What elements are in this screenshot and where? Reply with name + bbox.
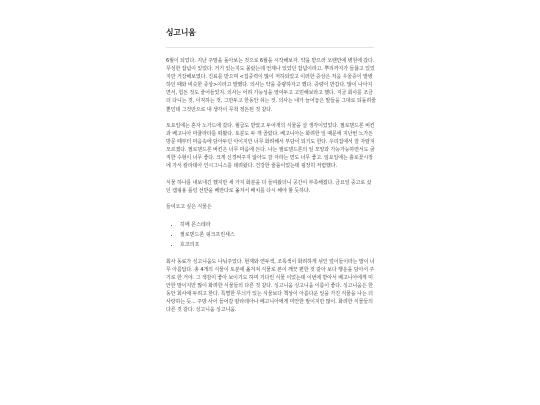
title-divider: [166, 47, 374, 48]
article-title: 싱고니움: [166, 28, 196, 37]
wishlist: [166, 220, 376, 250]
paragraph-4: 들여오고 싶은 식물은: [166, 204, 212, 211]
paragraph-2: 토요일에는 혼자 노가드에 갔다. 월급도 받았고 두어개의 식물을 살 생각이었었다. 필로덴드론 버킨과 베고니아 마큘라타를 떠봤다. 토분도 두 개 골랐다. 베고니아는 화려한 잎 때문에 지난번 노가든 방문 때부터 마음속에 담아두던 아이지만 너무 화려해서 부담이 되기도 한다. 우리집에서 잘 자랄지 모르겠다. 필로덴드론 버킨은 너무 마음에 든다. 나는 필로덴드론의 잎 모양과 가능가능하면서도 굵직한 수형이 너무 좋다. 크게 신경써주지 않아도 잘 자라는 면도 너무 좋고. 임요일에는 흙로꽃시장에 가서 칼라데아 인시그니스를 데려왔다. 건강한 줄룰이었는데 굉장히 저렴했다.: [166, 122, 375, 170]
paragraph-1: 6월이 되었다. 지난 주말을 돌아보는 것으로 6월을 시작해보자. 약을 받으러 오랜만에 병원에 갔다. 무성한 잡념이 있었다. 거기 있는지도 몰랐는데 언제나 있었던 잡념이라고. 뿌리까지가 들끓고 있었지만 거강해보였다. 진료를 받으며 <집중력이 많이 저하되었고 이러한 증상은 처음 우울증이 발병하던 때와 비슷한 증상>이라고 말했다. 의사는 약을 증량하자고 했다. 증량이 반갑다. 많이 나아지면서, 힘든 것도 줄어들었지. 의사는 어려 가능성을 열어두고 고민해보라고 했다. 지금 회사를 조금 더 다니는 것, 이직하는 것, 그만두고 한동안 쉬는 것. 의사는 내가 늘어놓은 말들을 그대로 되돌려줄 뿐인데 그것만으로 내 생각이 무척 정돈된 것 같다.: [166, 58, 376, 113]
wishlist-item: • 호코리프: [180, 240, 376, 250]
paragraph-3: 식물 하나를 내보내긴 했지만 세 가지 화분을 더 들여왔더니 공간이 부족해졌다. 금요일 중고로 샀던 캠핑용 플링 선반을 베란다로 옮겨서 배치를 다시 해야 할 듯하다.: [166, 179, 372, 194]
wishlist-item: • 히메 몬스테라: [180, 220, 376, 230]
closing-paragraph: 회사 동료가 싱고니움도 나눠주었다. 현재와 연두색, 조록색이 화려하게 섞인 얼이들이라는 말이 너무 아름답다. 총 4개의 식물이 토분에 옮겨져 식물로 본이 깨끗 편한 것 같아 보다 행운을 담아서 주기로 한 거야. 그 색감이 좋아 보이기도 하며 기다린 식물 이었는데 이번에 받아서 베고니아에게 미안한 말이지만 많이 화려한 식물들의 다른 것 같다. 싱고니움 싱고니움 이름이 좋다. 싱고니움은 한동안 회사에 두려고 한다. 특별한 무늬가 있는 식물보다 책상이 아름다운 잎을 가진 식물을 나는 더 사랑하는 듯... 주방 사이 들어갈 칼라데아나 베고니아에게 미안한 말이지만 많이. 화려한 식물들의 다른 것 같다. 싱고니움 싱고니움.: [166, 258, 375, 314]
article: [166, 22, 376, 323]
wishlist-item: • 필로덴드론 핑크프린세스: [180, 230, 376, 240]
